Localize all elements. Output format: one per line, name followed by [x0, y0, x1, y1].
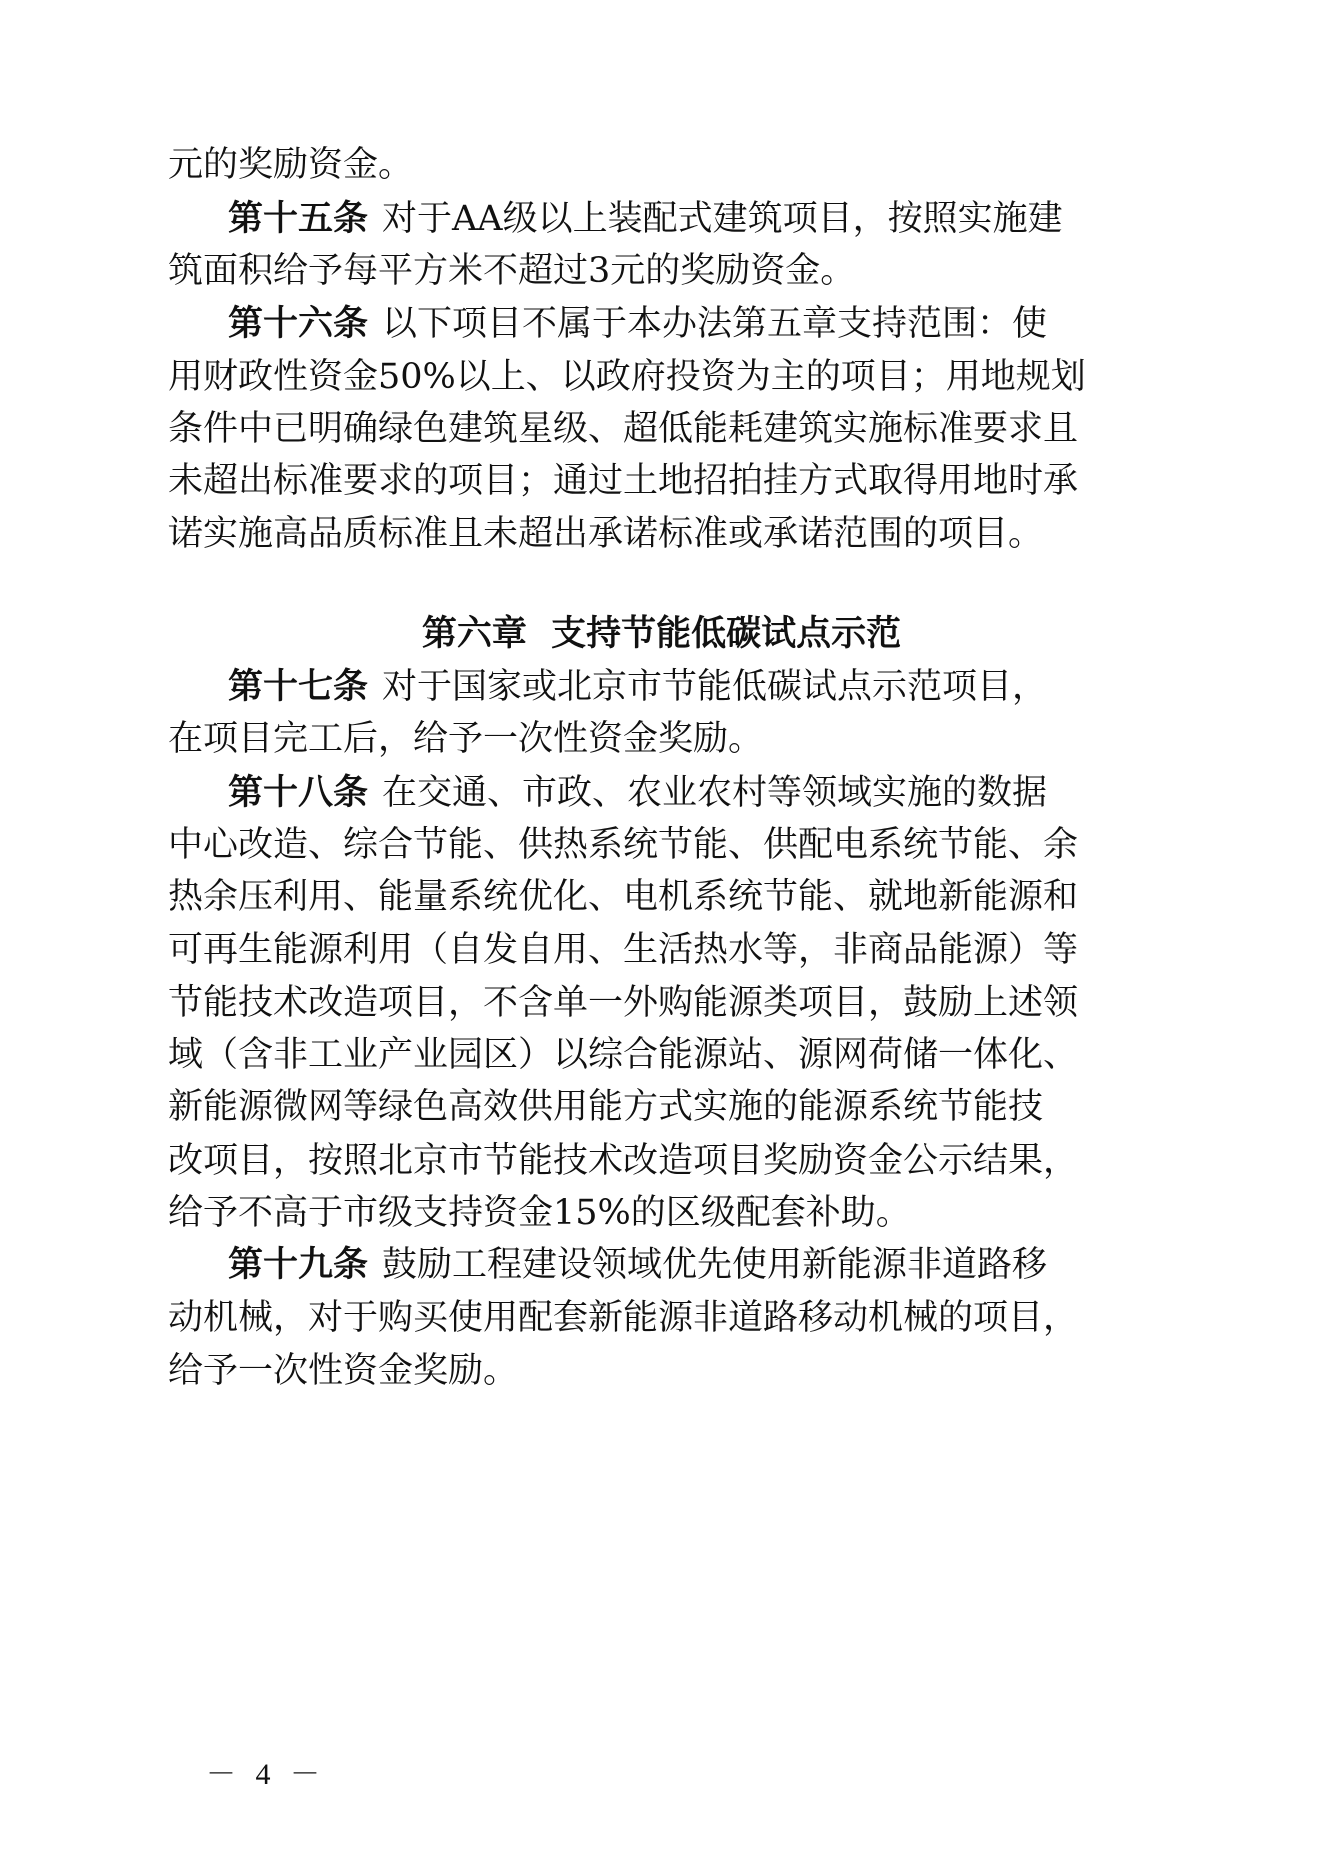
article-15-first-line	[0, 189, 1323, 249]
line-text: 诺实施高品质标准且未超出承诺标准或承诺范围的项目。	[168, 514, 1044, 554]
article-heading: 第十七条	[228, 667, 369, 707]
line-text: 新能源微网等绿色高效供用能方式实施的能源系统节能技	[168, 1087, 1044, 1127]
article-17-first-line	[0, 657, 1323, 717]
line-text: 元的奖励资金。	[168, 145, 414, 185]
article-19-first-line	[0, 1235, 1323, 1295]
article-heading: 第十八条	[228, 773, 369, 813]
text-line	[0, 815, 1323, 875]
line-text: 对于AA级以上装配式建筑项目，按照实施建	[382, 199, 1063, 239]
article-16-first-line	[0, 294, 1323, 354]
text-line	[0, 920, 1323, 980]
text-line	[0, 241, 1323, 301]
line-text: 给予一次性资金奖励。	[168, 1351, 519, 1391]
text-line	[0, 504, 1323, 564]
article-18-first-line	[0, 763, 1323, 823]
page-number: － 4 －	[206, 1758, 326, 1791]
line-text: 热余压利用、能量系统优化、电机系统节能、就地新能源和	[168, 877, 1079, 917]
text-line	[0, 1288, 1323, 1348]
line-text: 对于国家或北京市节能低碳试点示范项目，	[382, 667, 1048, 707]
line-text: 鼓励工程建设领域优先使用新能源非道路移	[382, 1245, 1048, 1285]
chapter-title: 第六章 支持节能低碳试点示范	[421, 614, 902, 654]
line-text: 改项目，按照北京市节能技术改造项目奖励资金公示结果，	[168, 1141, 1079, 1181]
text-line	[0, 1341, 1323, 1401]
text-line	[0, 347, 1323, 407]
text-line	[0, 709, 1323, 769]
text-line	[0, 451, 1323, 511]
line-text: 条件中已明确绿色建筑星级、超低能耗建筑实施标准要求且	[168, 409, 1079, 449]
text-line	[0, 973, 1323, 1033]
line-text: 以下项目不属于本办法第五章支持范围：使	[382, 304, 1048, 344]
line-text: 节能技术改造项目，不含单一外购能源类项目，鼓励上述领	[168, 983, 1079, 1023]
article-heading: 第十九条	[228, 1245, 369, 1285]
text-line	[0, 867, 1323, 927]
line-text: 域（含非工业产业园区）以综合能源站、源网荷储一体化、	[168, 1035, 1079, 1075]
line-text: 未超出标准要求的项目；通过土地招拍挂方式取得用地时承	[168, 461, 1079, 501]
article-heading: 第十六条	[228, 304, 369, 344]
line-text: 中心改造、综合节能、供热系统节能、供配电系统节能、余	[168, 825, 1079, 865]
line-text: 在项目完工后，给予一次性资金奖励。	[168, 719, 764, 759]
text-line	[0, 1131, 1323, 1191]
line-text: 用财政性资金50%以上、以政府投资为主的项目；用地规划	[168, 357, 1086, 397]
line-text: 动机械，对于购买使用配套新能源非道路移动机械的项目，	[168, 1298, 1079, 1338]
line-text: 筑面积给予每平方米不超过3元的奖励资金。	[168, 251, 856, 291]
text-line	[0, 135, 1323, 195]
line-text: 给予不高于市级支持资金15%的区级配套补助。	[168, 1193, 911, 1233]
text-line	[0, 399, 1323, 459]
text-line	[0, 1183, 1323, 1243]
line-text: 可再生能源利用（自发自用、生活热水等，非商品能源）等	[168, 930, 1079, 970]
article-heading: 第十五条	[228, 199, 369, 239]
line-text: 在交通、市政、农业农村等领域实施的数据	[382, 773, 1048, 813]
text-line	[0, 1077, 1323, 1137]
text-line	[0, 1025, 1323, 1085]
